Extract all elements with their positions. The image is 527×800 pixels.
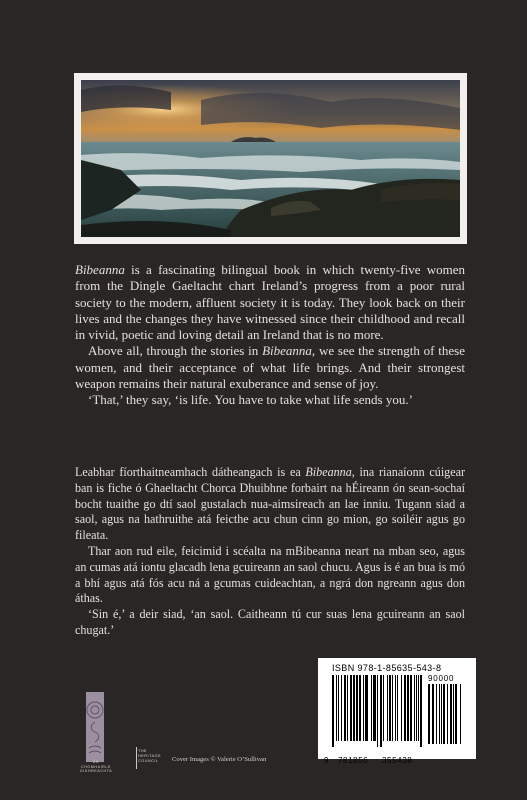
barcode-bar <box>380 675 382 747</box>
barcode-bar <box>407 675 409 741</box>
book-title-italic: Bibeanna <box>75 262 125 277</box>
barcode-bar <box>450 684 452 744</box>
english-paragraph-2: Above all, through the stories in Bibeanna, we see the strength of these women, and their acceptance of what life brings. And their strongest weapon remains their natural exuberance and sense of joy. <box>75 343 466 392</box>
book-title-italic: Bibeanna <box>305 465 352 479</box>
heritage-council-english-name: THE HERITAGE COUNCIL <box>138 749 162 763</box>
barcode-bar <box>383 675 384 741</box>
isbn-digits-left: 781856 <box>338 756 369 765</box>
barcode-bar <box>439 684 440 744</box>
barcode-bar <box>441 684 442 744</box>
barcode-bar <box>371 675 372 741</box>
ean-barcode-icon <box>332 675 424 749</box>
isbn-digits-right: 355438 <box>382 756 413 765</box>
barcode-bar <box>373 675 376 741</box>
barcode-bar <box>395 675 396 741</box>
barcode-bar <box>387 675 388 741</box>
book-title-italic: Bibeanna <box>262 343 312 359</box>
barcode-bar <box>365 675 368 741</box>
irish-paragraph-2: Thar aon rud eile, feicimid i scéalta na mBibeanna neart na mban seo, agus an cumas atá iontu glacadh lena gcuireann an saol chucu. Agus is é an bua is mó a bhí agus atá fós acu ná a gcumas cuideachtan, a ngrá don ngreann agus don áthas. <box>75 543 465 606</box>
barcode-bar <box>353 675 355 741</box>
barcode-bar <box>416 675 417 741</box>
barcode-bar <box>418 675 419 741</box>
irish-paragraph-3: ‘Sin é,’ a deir siad, ‘an saol. Caitheann tú cur suas lena gcuireann an saol chugat.’ <box>75 607 465 637</box>
barcode-bar <box>420 675 422 747</box>
barcode-bar <box>460 684 461 744</box>
heritage-council-irish-name: AN CHOMHAIRLE OIDHREACHTA <box>79 760 113 773</box>
barcode-bar <box>341 675 342 741</box>
isbn-barcode-box <box>318 658 476 765</box>
barcode-bar <box>356 675 358 741</box>
barcode-bar <box>359 675 361 741</box>
barcode-bar <box>443 684 445 744</box>
price-addon-digits: 90000 <box>428 674 455 683</box>
barcode-bar <box>404 675 406 741</box>
seascape-photo <box>81 80 460 237</box>
barcode-bar <box>397 675 398 741</box>
barcode-bar <box>455 684 457 744</box>
irish-description <box>75 465 465 639</box>
barcode-bar <box>336 675 337 741</box>
isbn-digit-first: 9 <box>324 756 330 765</box>
irish-paragraph-1: Leabhar fíorthaitneamhach dátheangach is ea Bibeanna, ina rianaíonn cúigear ban is fiche ó Ghaeltacht Chorca Dhuibhne forbairt na hÉireann ón sean-sochaí bocht tuaithe go dtí saol gustalach nua-aimsireach an lae inniu. Tugann siad a saol, agus na hathruithe atá feicthe acu chun cinn go mion, go soiléir agus go fileata. <box>75 465 465 543</box>
barcode-bar <box>453 684 454 744</box>
barcode-bar <box>347 675 348 741</box>
barcode-bar <box>350 675 352 741</box>
barcode-bar <box>428 684 430 744</box>
barcode-bar <box>363 675 364 741</box>
heritage-council-logo-icon <box>86 692 104 762</box>
barcode-bar <box>436 684 437 744</box>
barcode-bar <box>392 675 393 741</box>
barcode-bar <box>447 684 448 744</box>
english-paragraph-1: Bibeanna is a fascinating bilingual book in which twenty-five women from the Dingle Gaeltacht chart Ireland’s progress from a poor rural society to the modern, affluent society it is today. They look back on their lives and the changes they have witnessed since their childhood and recall in vivid, poetic and loving detail an Ireland that is no more. <box>75 262 465 343</box>
barcode-bar <box>344 675 346 741</box>
logo-divider <box>136 747 137 769</box>
barcode-bar <box>377 675 378 747</box>
addon-barcode-icon <box>428 684 464 744</box>
barcode-bar <box>332 675 334 747</box>
cover-photo-frame <box>74 73 467 244</box>
cover-image-credit: Cover Images © Valerie O’Sullivan <box>172 756 267 763</box>
barcode-bar <box>338 675 339 741</box>
barcode-bar <box>410 675 412 741</box>
barcode-bar <box>414 675 415 741</box>
barcode-bar <box>432 684 434 744</box>
barcode-bar <box>401 675 402 741</box>
barcode-bar <box>389 675 391 741</box>
english-description <box>75 262 465 409</box>
english-paragraph-3: ‘That,’ they say, ‘is life. You have to take what life sends you.’ <box>88 392 413 408</box>
isbn-label: ISBN 978-1-85635-543-8 <box>332 663 442 673</box>
